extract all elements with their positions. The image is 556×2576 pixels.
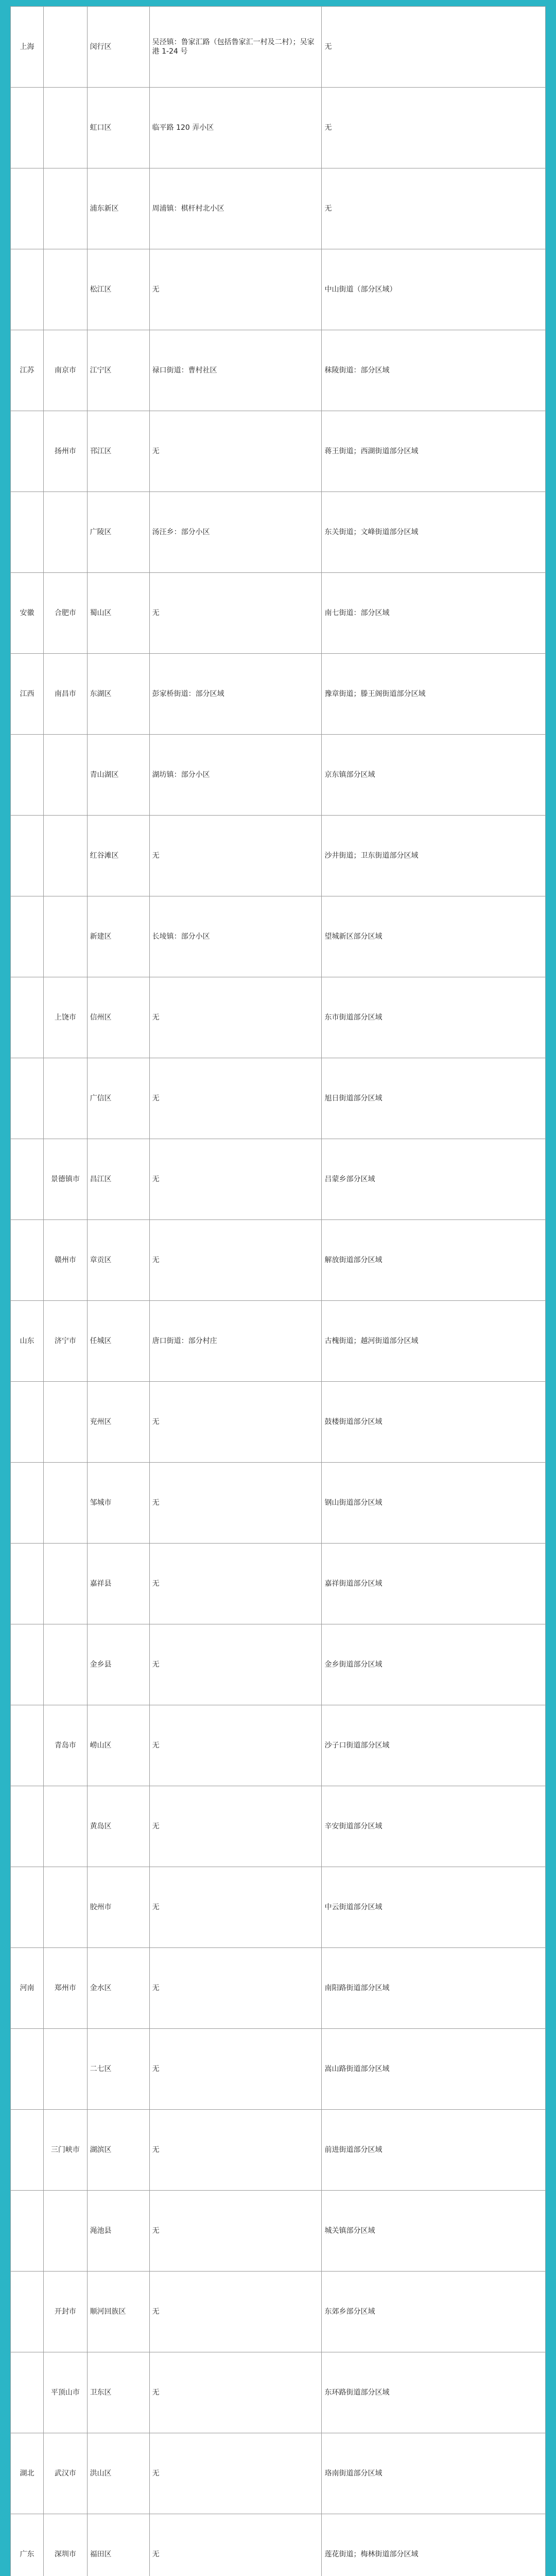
table-row [11, 2514, 546, 2576]
province-cell [11, 1705, 44, 1786]
table-row [11, 1139, 546, 1220]
mid-risk-cell: 豫章街道；滕王阁街道部分区域 [322, 654, 546, 735]
district-cell: 章贡区 [87, 1220, 149, 1301]
province-cell [11, 1058, 44, 1139]
city-cell [44, 1867, 87, 1948]
province-cell [11, 2110, 44, 2191]
mid-risk-cell: 无 [322, 88, 546, 168]
table-row [11, 735, 546, 816]
high-risk-cell: 无 [149, 1867, 322, 1948]
table-row [11, 2433, 546, 2514]
mid-risk-cell: 沙井街道；卫东街道部分区域 [322, 816, 546, 896]
table-row [11, 88, 546, 168]
risk-area-sheet [10, 6, 546, 2576]
table-row [11, 249, 546, 330]
district-cell: 新建区 [87, 896, 149, 977]
high-risk-cell: 无 [149, 2433, 322, 2514]
table-row [11, 1463, 546, 1544]
province-cell [11, 492, 44, 573]
table-row [11, 2029, 546, 2110]
mid-risk-cell: 无 [322, 7, 546, 88]
district-cell: 二七区 [87, 2029, 149, 2110]
table-row [11, 573, 546, 654]
mid-risk-cell: 珞南街道部分区域 [322, 2433, 546, 2514]
city-cell: 赣州市 [44, 1220, 87, 1301]
province-cell [11, 1463, 44, 1544]
city-cell [44, 1382, 87, 1463]
mid-risk-cell: 望城新区部分区域 [322, 896, 546, 977]
province-cell [11, 249, 44, 330]
high-risk-cell: 无 [149, 1705, 322, 1786]
high-risk-cell: 吴泾镇：鲁家汇路（包括鲁家汇一村及二村）；吴家港 1-24 号 [149, 7, 322, 88]
district-cell: 洪山区 [87, 2433, 149, 2514]
table-row [11, 1544, 546, 1624]
district-cell: 黄岛区 [87, 1786, 149, 1867]
high-risk-cell: 无 [149, 1948, 322, 2029]
province-cell [11, 1867, 44, 1948]
table-row [11, 7, 546, 88]
district-cell: 红谷滩区 [87, 816, 149, 896]
city-cell: 济宁市 [44, 1301, 87, 1382]
mid-risk-cell: 南阳路街道部分区域 [322, 1948, 546, 2029]
table-row [11, 1786, 546, 1867]
high-risk-cell: 无 [149, 1220, 322, 1301]
province-cell [11, 88, 44, 168]
table-row [11, 2110, 546, 2191]
province-cell [11, 2191, 44, 2272]
province-cell: 安徽 [11, 573, 44, 654]
province-cell [11, 896, 44, 977]
city-cell [44, 1624, 87, 1705]
mid-risk-cell: 南七街道：部分区域 [322, 573, 546, 654]
high-risk-cell: 无 [149, 411, 322, 492]
table-row [11, 168, 546, 249]
high-risk-cell: 无 [149, 1382, 322, 1463]
high-risk-cell: 无 [149, 1786, 322, 1867]
table-row [11, 1705, 546, 1786]
city-cell: 三门峡市 [44, 2110, 87, 2191]
mid-risk-cell: 钢山街道部分区域 [322, 1463, 546, 1544]
province-cell: 上海 [11, 7, 44, 88]
city-cell: 武汉市 [44, 2433, 87, 2514]
city-cell: 扬州市 [44, 411, 87, 492]
district-cell: 金水区 [87, 1948, 149, 2029]
district-cell: 湖滨区 [87, 2110, 149, 2191]
district-cell: 广信区 [87, 1058, 149, 1139]
table-row [11, 411, 546, 492]
city-cell [44, 492, 87, 573]
high-risk-cell: 彭家桥街道：部分区域 [149, 654, 322, 735]
mid-risk-cell: 解放街道部分区域 [322, 1220, 546, 1301]
mid-risk-cell: 吕蒙乡部分区域 [322, 1139, 546, 1220]
table-row [11, 1948, 546, 2029]
high-risk-cell: 临平路 120 弄小区 [149, 88, 322, 168]
mid-risk-cell: 古槐街道；越河街道部分区域 [322, 1301, 546, 1382]
province-cell [11, 2352, 44, 2433]
district-cell: 东湖区 [87, 654, 149, 735]
high-risk-cell: 无 [149, 2352, 322, 2433]
high-risk-cell: 无 [149, 2514, 322, 2576]
mid-risk-cell: 秣陵街道：部分区域 [322, 330, 546, 411]
mid-risk-cell: 嵩山路街道部分区域 [322, 2029, 546, 2110]
district-cell: 虹口区 [87, 88, 149, 168]
risk-area-table [10, 6, 546, 2576]
high-risk-cell: 长堎镇：部分小区 [149, 896, 322, 977]
mid-risk-cell: 东市街道部分区域 [322, 977, 546, 1058]
district-cell: 信州区 [87, 977, 149, 1058]
mid-risk-cell: 城关镇部分区域 [322, 2191, 546, 2272]
mid-risk-cell: 东环路街道部分区域 [322, 2352, 546, 2433]
province-cell [11, 1786, 44, 1867]
table-row [11, 330, 546, 411]
table-row [11, 2272, 546, 2352]
table-row [11, 816, 546, 896]
city-cell: 开封市 [44, 2272, 87, 2352]
high-risk-cell: 无 [149, 1624, 322, 1705]
city-cell: 南昌市 [44, 654, 87, 735]
city-cell [44, 2029, 87, 2110]
high-risk-cell: 无 [149, 816, 322, 896]
city-cell [44, 1544, 87, 1624]
province-cell: 广东 [11, 2514, 44, 2576]
province-cell: 山东 [11, 1301, 44, 1382]
table-row [11, 2352, 546, 2433]
mid-risk-cell: 莲花街道；梅林街道部分区域 [322, 2514, 546, 2576]
city-cell [44, 168, 87, 249]
district-cell: 崂山区 [87, 1705, 149, 1786]
province-cell: 江苏 [11, 330, 44, 411]
district-cell: 福田区 [87, 2514, 149, 2576]
province-cell: 河南 [11, 1948, 44, 2029]
high-risk-cell: 无 [149, 2272, 322, 2352]
city-cell [44, 816, 87, 896]
mid-risk-cell: 无 [322, 168, 546, 249]
table-row [11, 1382, 546, 1463]
table-row [11, 1301, 546, 1382]
mid-risk-cell: 东郊乡部分区域 [322, 2272, 546, 2352]
high-risk-cell: 无 [149, 1544, 322, 1624]
district-cell: 胶州市 [87, 1867, 149, 1948]
mid-risk-cell: 中山街道（部分区域） [322, 249, 546, 330]
high-risk-cell: 周浦镇：棋杆村北小区 [149, 168, 322, 249]
high-risk-cell: 无 [149, 2029, 322, 2110]
high-risk-cell: 禄口街道：曹村社区 [149, 330, 322, 411]
city-cell: 郑州市 [44, 1948, 87, 2029]
mid-risk-cell: 鼓楼街道部分区域 [322, 1382, 546, 1463]
high-risk-cell: 无 [149, 2191, 322, 2272]
table-row [11, 2191, 546, 2272]
high-risk-cell: 无 [149, 249, 322, 330]
city-cell [44, 2191, 87, 2272]
district-cell: 蜀山区 [87, 573, 149, 654]
district-cell: 嘉祥县 [87, 1544, 149, 1624]
district-cell: 兖州区 [87, 1382, 149, 1463]
district-cell: 闵行区 [87, 7, 149, 88]
district-cell: 松江区 [87, 249, 149, 330]
high-risk-cell: 湖坊镇：部分小区 [149, 735, 322, 816]
mid-risk-cell: 辛安街道部分区域 [322, 1786, 546, 1867]
mid-risk-cell: 旭日街道部分区域 [322, 1058, 546, 1139]
province-cell [11, 1139, 44, 1220]
city-cell [44, 88, 87, 168]
table-row [11, 977, 546, 1058]
high-risk-cell: 无 [149, 1139, 322, 1220]
city-cell: 南京市 [44, 330, 87, 411]
high-risk-cell: 唐口街道：部分村庄 [149, 1301, 322, 1382]
table-row [11, 1867, 546, 1948]
district-cell: 昌江区 [87, 1139, 149, 1220]
district-cell: 任城区 [87, 1301, 149, 1382]
city-cell: 深圳市 [44, 2514, 87, 2576]
mid-risk-cell: 沙子口街道部分区域 [322, 1705, 546, 1786]
province-cell [11, 1220, 44, 1301]
high-risk-cell: 无 [149, 573, 322, 654]
table-row [11, 654, 546, 735]
province-cell [11, 735, 44, 816]
table-row [11, 1220, 546, 1301]
high-risk-cell: 汤汪乡：部分小区 [149, 492, 322, 573]
city-cell [44, 249, 87, 330]
district-cell: 顺河回族区 [87, 2272, 149, 2352]
city-cell: 平顶山市 [44, 2352, 87, 2433]
district-cell: 青山湖区 [87, 735, 149, 816]
district-cell: 金乡县 [87, 1624, 149, 1705]
high-risk-cell: 无 [149, 1463, 322, 1544]
city-cell [44, 896, 87, 977]
city-cell [44, 1786, 87, 1867]
mid-risk-cell: 京东镇部分区域 [322, 735, 546, 816]
province-cell: 湖北 [11, 2433, 44, 2514]
province-cell [11, 168, 44, 249]
high-risk-cell: 无 [149, 1058, 322, 1139]
province-cell [11, 977, 44, 1058]
mid-risk-cell: 中云街道部分区域 [322, 1867, 546, 1948]
province-cell [11, 1382, 44, 1463]
district-cell: 卫东区 [87, 2352, 149, 2433]
city-cell [44, 1463, 87, 1544]
table-row [11, 896, 546, 977]
city-cell: 青岛市 [44, 1705, 87, 1786]
district-cell: 浦东新区 [87, 168, 149, 249]
district-cell: 邗江区 [87, 411, 149, 492]
city-cell [44, 1058, 87, 1139]
city-cell: 合肥市 [44, 573, 87, 654]
province-cell [11, 2272, 44, 2352]
district-cell: 邹城市 [87, 1463, 149, 1544]
high-risk-cell: 无 [149, 977, 322, 1058]
table-row [11, 1624, 546, 1705]
mid-risk-cell: 前进街道部分区域 [322, 2110, 546, 2191]
district-cell: 江宁区 [87, 330, 149, 411]
table-row [11, 1058, 546, 1139]
province-cell [11, 1624, 44, 1705]
mid-risk-cell: 蒋王街道；西湖街道部分区域 [322, 411, 546, 492]
city-cell: 景德镇市 [44, 1139, 87, 1220]
high-risk-cell: 无 [149, 2110, 322, 2191]
province-cell [11, 1544, 44, 1624]
mid-risk-cell: 东关街道；文峰街道部分区域 [322, 492, 546, 573]
district-cell: 广陵区 [87, 492, 149, 573]
table-row [11, 492, 546, 573]
province-cell [11, 411, 44, 492]
city-cell [44, 735, 87, 816]
district-cell: 渑池县 [87, 2191, 149, 2272]
mid-risk-cell: 嘉祥街道部分区域 [322, 1544, 546, 1624]
city-cell [44, 7, 87, 88]
province-cell [11, 816, 44, 896]
city-cell: 上饶市 [44, 977, 87, 1058]
province-cell: 江西 [11, 654, 44, 735]
province-cell [11, 2029, 44, 2110]
mid-risk-cell: 金乡街道部分区域 [322, 1624, 546, 1705]
